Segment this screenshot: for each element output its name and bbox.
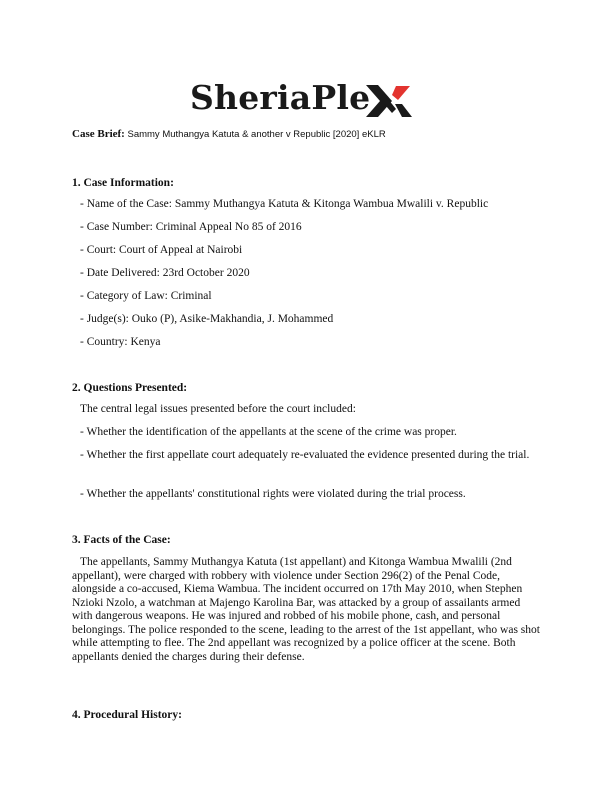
sheriaplex-logo <box>190 78 430 122</box>
list-item: - Date Delivered: 23rd October 2020 <box>80 267 250 279</box>
section-heading-facts-of-the-case: 3. Facts of the Case: <box>72 534 171 546</box>
list-item: - Country: Kenya <box>80 336 161 348</box>
logo-x-mark-icon <box>362 82 414 120</box>
list-item: - Whether the identification of the appellants at the scene of the crime was proper. <box>80 426 457 438</box>
list-item: - Case Number: Criminal Appeal No 85 of 2016 <box>80 221 302 233</box>
list-item: - Whether the first appellate court adequately re-evaluated the evidence presented during the trial. <box>80 449 530 461</box>
list-item: - Judge(s): Ouko (P), Asike-Makhandia, J. Mohammed <box>80 313 334 325</box>
list-item: - Court: Court of Appeal at Nairobi <box>80 244 243 256</box>
list-item: - Name of the Case: Sammy Muthangya Katuta & Kitonga Wambua Mwalili v. Republic <box>80 198 489 210</box>
facts-paragraph: The appellants, Sammy Muthangya Katuta (1st appellant) and Kitonga Wambua Mwalili (2nd appellant), were charged with robbery with violence under Section 296(2) of the Penal Code, alongside a co-accused, Kiema Wambua. The incident occurred on 17th May 2010, when Stephen Nzioki Nzolo, a watchman at Majengo Karolina Bar, was attacked by a group of assailants armed with dangerous weapons. He was injured and robbed of his mobile phone, cash, and personal belongings. The police responded to the scene, leading to the arrest of the 1st appellant, who was shot while attempting to flee. The 2nd appellant was recognized by a police officer at the scene. Both appellants denied the charges during their defense. <box>72 556 540 663</box>
case-brief-title: Sammy Muthangya Katuta & another v Republic [2020] eKLR <box>124 129 386 140</box>
section-intro: The central legal issues presented before the court included: <box>80 403 356 415</box>
list-item: - Category of Law: Criminal <box>80 290 212 302</box>
section-heading-case-information: 1. Case Information: <box>72 177 174 189</box>
case-brief-label: Case Brief: <box>72 128 125 140</box>
list-item: - Whether the appellants' constitutional rights were violated during the trial process. <box>80 488 466 500</box>
logo-text: SheriaPle <box>190 78 371 117</box>
section-heading-questions-presented: 2. Questions Presented: <box>72 382 188 394</box>
section-heading-procedural-history: 4. Procedural History: <box>72 709 182 721</box>
case-brief-line <box>72 127 386 142</box>
